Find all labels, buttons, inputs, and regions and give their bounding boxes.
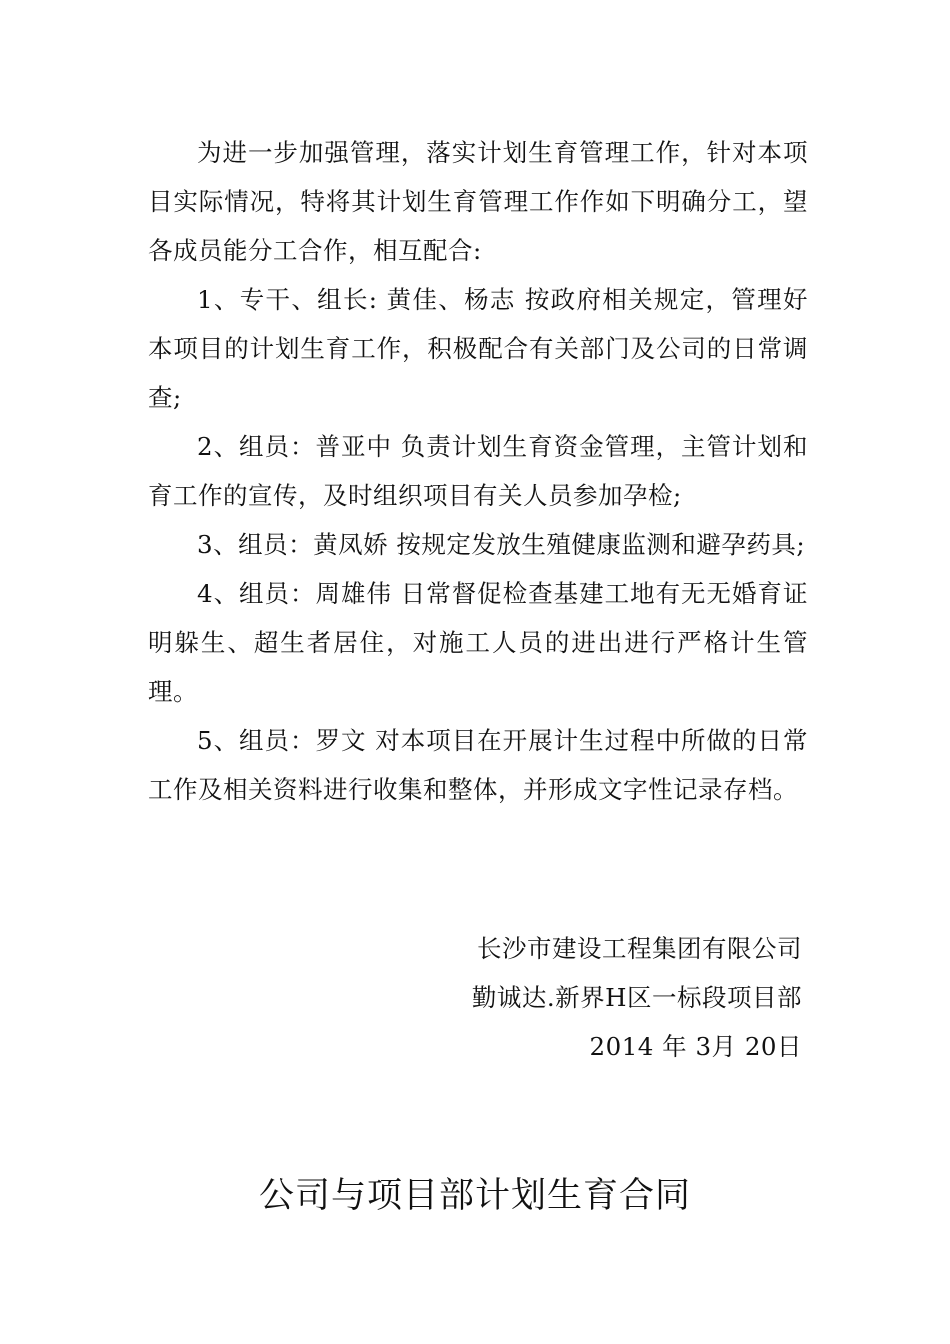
signature-date: 2014 年 3月 20日 (589, 1032, 802, 1061)
signature-block (472, 924, 802, 1071)
duty-item-4: 4、组员：周雄伟 日常督促检查基建工地有无无婚育证明躲生、超生者居住，对施工人员的进出进行严格计生管理。 (148, 579, 808, 706)
duty-item-3: 3、组员：黄凤娇 按规定发放生殖健康监测和避孕药具; (197, 530, 806, 559)
duty-item-5: 5、组员：罗文 对本项目在开展计生过程中所做的日常工作及相关资料进行收集和整体，并形成文字性记录存档。 (148, 726, 808, 804)
duty-item-1: 1、专干、组长: 黄佳、杨志 按政府相关规定，管理好本项目的计划生育工作，积极配合有关部门及公司的日常调查; (148, 285, 808, 412)
document-title: 公司与项目部计划生育合同 (258, 1176, 691, 1216)
signature-company: 长沙市建设工程集团有限公司 (477, 934, 802, 963)
signature-department: 勤诚达.新界H区一标段项目部 (471, 983, 802, 1012)
duty-item-2: 2、组员：普亚中 负责计划生育资金管理，主管计划和育工作的宣传，及时组织项目有关人员参加孕检; (148, 432, 808, 510)
intro-paragraph: 为进一步加强管理，落实计划生育管理工作，针对本项目实际情况，特将其计划生育管理工作作如下明确分工，望各成员能分工合作，相互配合: (148, 138, 808, 265)
body-text (148, 128, 808, 814)
